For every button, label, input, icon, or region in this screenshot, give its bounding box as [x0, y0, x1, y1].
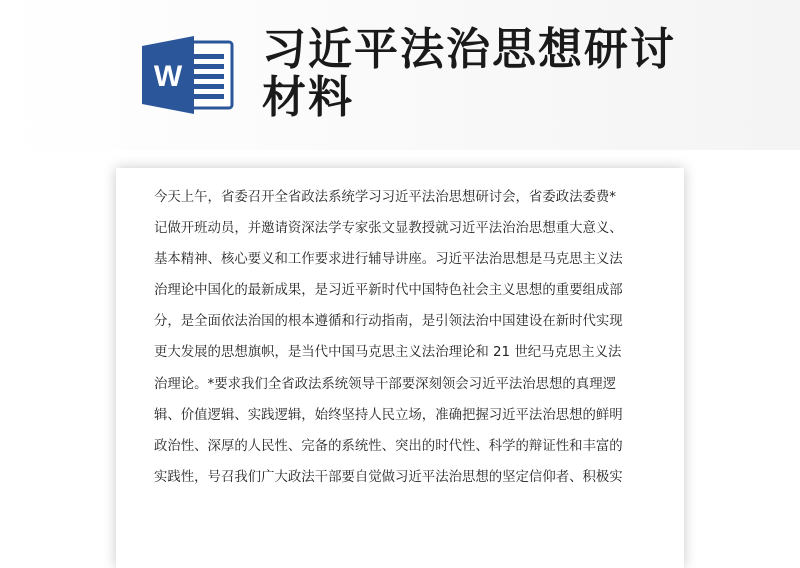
- body-line: 治理论。*要求我们全省政法系统领导干部要深刻领会习近平法治思想的真理逻: [154, 376, 616, 392]
- body-line: 今天上午，省委召开全省政法系统学习习近平法治思想研讨会，省委政法委费*: [154, 190, 616, 205]
- title-line-2: 材料: [262, 72, 354, 123]
- page-title: [262, 26, 722, 122]
- logo-letter: W: [153, 60, 183, 93]
- body-line: 政治性、深厚的人民性、完备的系统性、突出的时代性、科学的辩证性和丰富的: [154, 438, 623, 454]
- document-page: [116, 168, 684, 568]
- title-line-1: 习近平法治思想研讨: [262, 24, 676, 75]
- body-line: 实践性，号召我们广大政法干部要自觉做习近平法治思想的坚定信仰者、积极实: [154, 469, 623, 485]
- document-body: [154, 182, 648, 493]
- word-document-icon: [142, 36, 238, 114]
- body-line: 分，是全面依法治国的根本遵循和行动指南，是引领法治中国建设在新时代实现: [154, 314, 623, 330]
- body-line: 记做开班动员，并邀请资深法学专家张文显教授就习近平法治治思想重大意义、: [154, 221, 623, 237]
- body-line: 治理论中国化的最新成果，是习近平新时代中国特色社会主义思想的重要组成部: [154, 283, 623, 299]
- body-line: 更大发展的思想旗帜，是当代中国马克思主义法治理论和 21 世纪马克思主义法: [154, 345, 622, 361]
- body-line: 辑、价值逻辑、实践逻辑，始终坚持人民立场，准确把握习近平法治思想的鲜明: [154, 407, 623, 423]
- body-line: 基本精神、核心要义和工作要求进行辅导讲座。习近平法治思想是马克思主义法: [154, 252, 623, 268]
